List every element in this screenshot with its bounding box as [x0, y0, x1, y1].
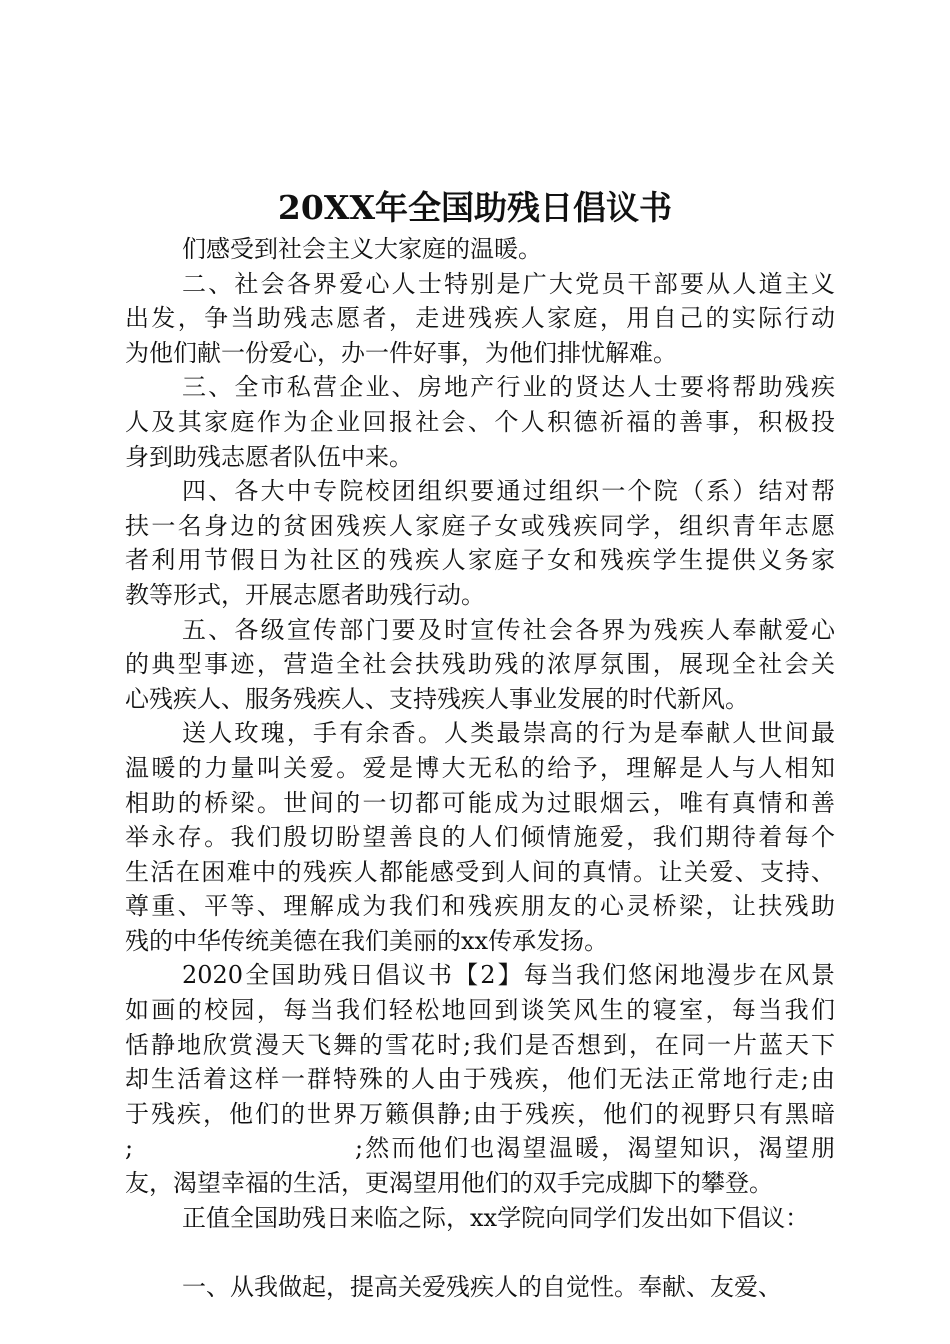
body-line: 尊重、平等、理解成为我们和残疾朋友的心灵桥梁，让扶残助 [125, 892, 835, 921]
body-line-fragment: ; [125, 1134, 134, 1163]
body-line: 四、各大中专院校团组织要通过组织一个院（系）结对帮 [182, 477, 835, 506]
body-line: 人及其家庭作为企业回报社会、个人积德祈福的善事，积极投 [125, 407, 835, 436]
body-line: 友，渴望幸福的生活，更渴望用他们的双手完成脚下的攀登。 [125, 1169, 773, 1198]
body-line: 举永存。我们殷切盼望善良的人们倾情施爱，我们期待着每个 [125, 823, 835, 852]
body-line: 五、各级宣传部门要及时宣传社会各界为残疾人奉献爱心 [182, 615, 835, 644]
body-line: 恬静地欣赏漫天飞舞的雪花时;我们是否想到，在同一片蓝天下 [125, 1030, 835, 1059]
body-line: 一、从我做起，提高关爱残疾人的自觉性。奉献、友爱、 [182, 1272, 782, 1301]
body-line: 三、全市私营企业、房地产行业的贤达人士要将帮助残疾 [182, 373, 835, 402]
document-title: 20XX年全国助残日倡议书 [277, 188, 673, 227]
body-line: 二、社会各界爱心人士特别是广大党员干部要从人道主义 [182, 269, 835, 298]
body-line: 送人玫瑰，手有余香。人类最崇高的行为是奉献人世间最 [182, 719, 835, 748]
body-line: 却生活着这样一群特殊的人由于残疾，他们无法正常地行走;由 [125, 1065, 835, 1094]
body-line: 相助的桥梁。世间的一切都可能成为过眼烟云，唯有真情和善 [125, 788, 835, 817]
body-line: 正值全国助残日来临之际，xx学院向同学们发出如下倡议： [182, 1203, 810, 1232]
body-line: 残的中华传统美德在我们美丽的xx传承发扬。 [125, 926, 609, 955]
body-line: 2020全国助残日倡议书【2】每当我们悠闲地漫步在风景 [182, 961, 835, 990]
body-line-fragment: ;然而他们也渴望温暖，渴望知识，渴望朋 [355, 1134, 835, 1163]
body-line: 的典型事迹，营造全社会扶残助残的浓厚氛围，展现全社会关 [125, 650, 835, 679]
body-line: 们感受到社会主义大家庭的温暖。 [182, 235, 542, 263]
body-line: 教等形式，开展志愿者助残行动。 [125, 580, 485, 609]
body-line: 生活在困难中的残疾人都能感受到人间的真情。让关爱、支持、 [125, 857, 835, 886]
document-body [125, 232, 835, 1304]
body-line: 心残疾人、服务残疾人、支持残疾人事业发展的时代新风。 [125, 684, 749, 713]
body-split-line [125, 1131, 835, 1166]
body-line: 为他们献一份爱心，办一件好事，为他们排忧解难。 [125, 338, 677, 367]
body-line: 于残疾，他们的世界万籁俱静;由于残疾，他们的视野只有黑暗 [125, 1099, 835, 1128]
body-line: 出发，争当助残志愿者，走进残疾人家庭，用自己的实际行动 [125, 304, 835, 333]
body-line: 身到助残志愿者队伍中来。 [125, 442, 413, 471]
body-line: 扶一名身边的贫困残疾人家庭子女或残疾同学，组织青年志愿 [125, 511, 835, 540]
body-line: 温暖的力量叫关爱。爱是博大无私的给予，理解是人与人相知 [125, 753, 835, 782]
paragraph-gap [125, 1235, 835, 1270]
body-line: 如画的校园，每当我们轻松地回到谈笑风生的寝室，每当我们 [125, 996, 835, 1025]
body-line: 者利用节假日为社区的残疾人家庭子女和残疾学生提供义务家 [125, 546, 835, 575]
